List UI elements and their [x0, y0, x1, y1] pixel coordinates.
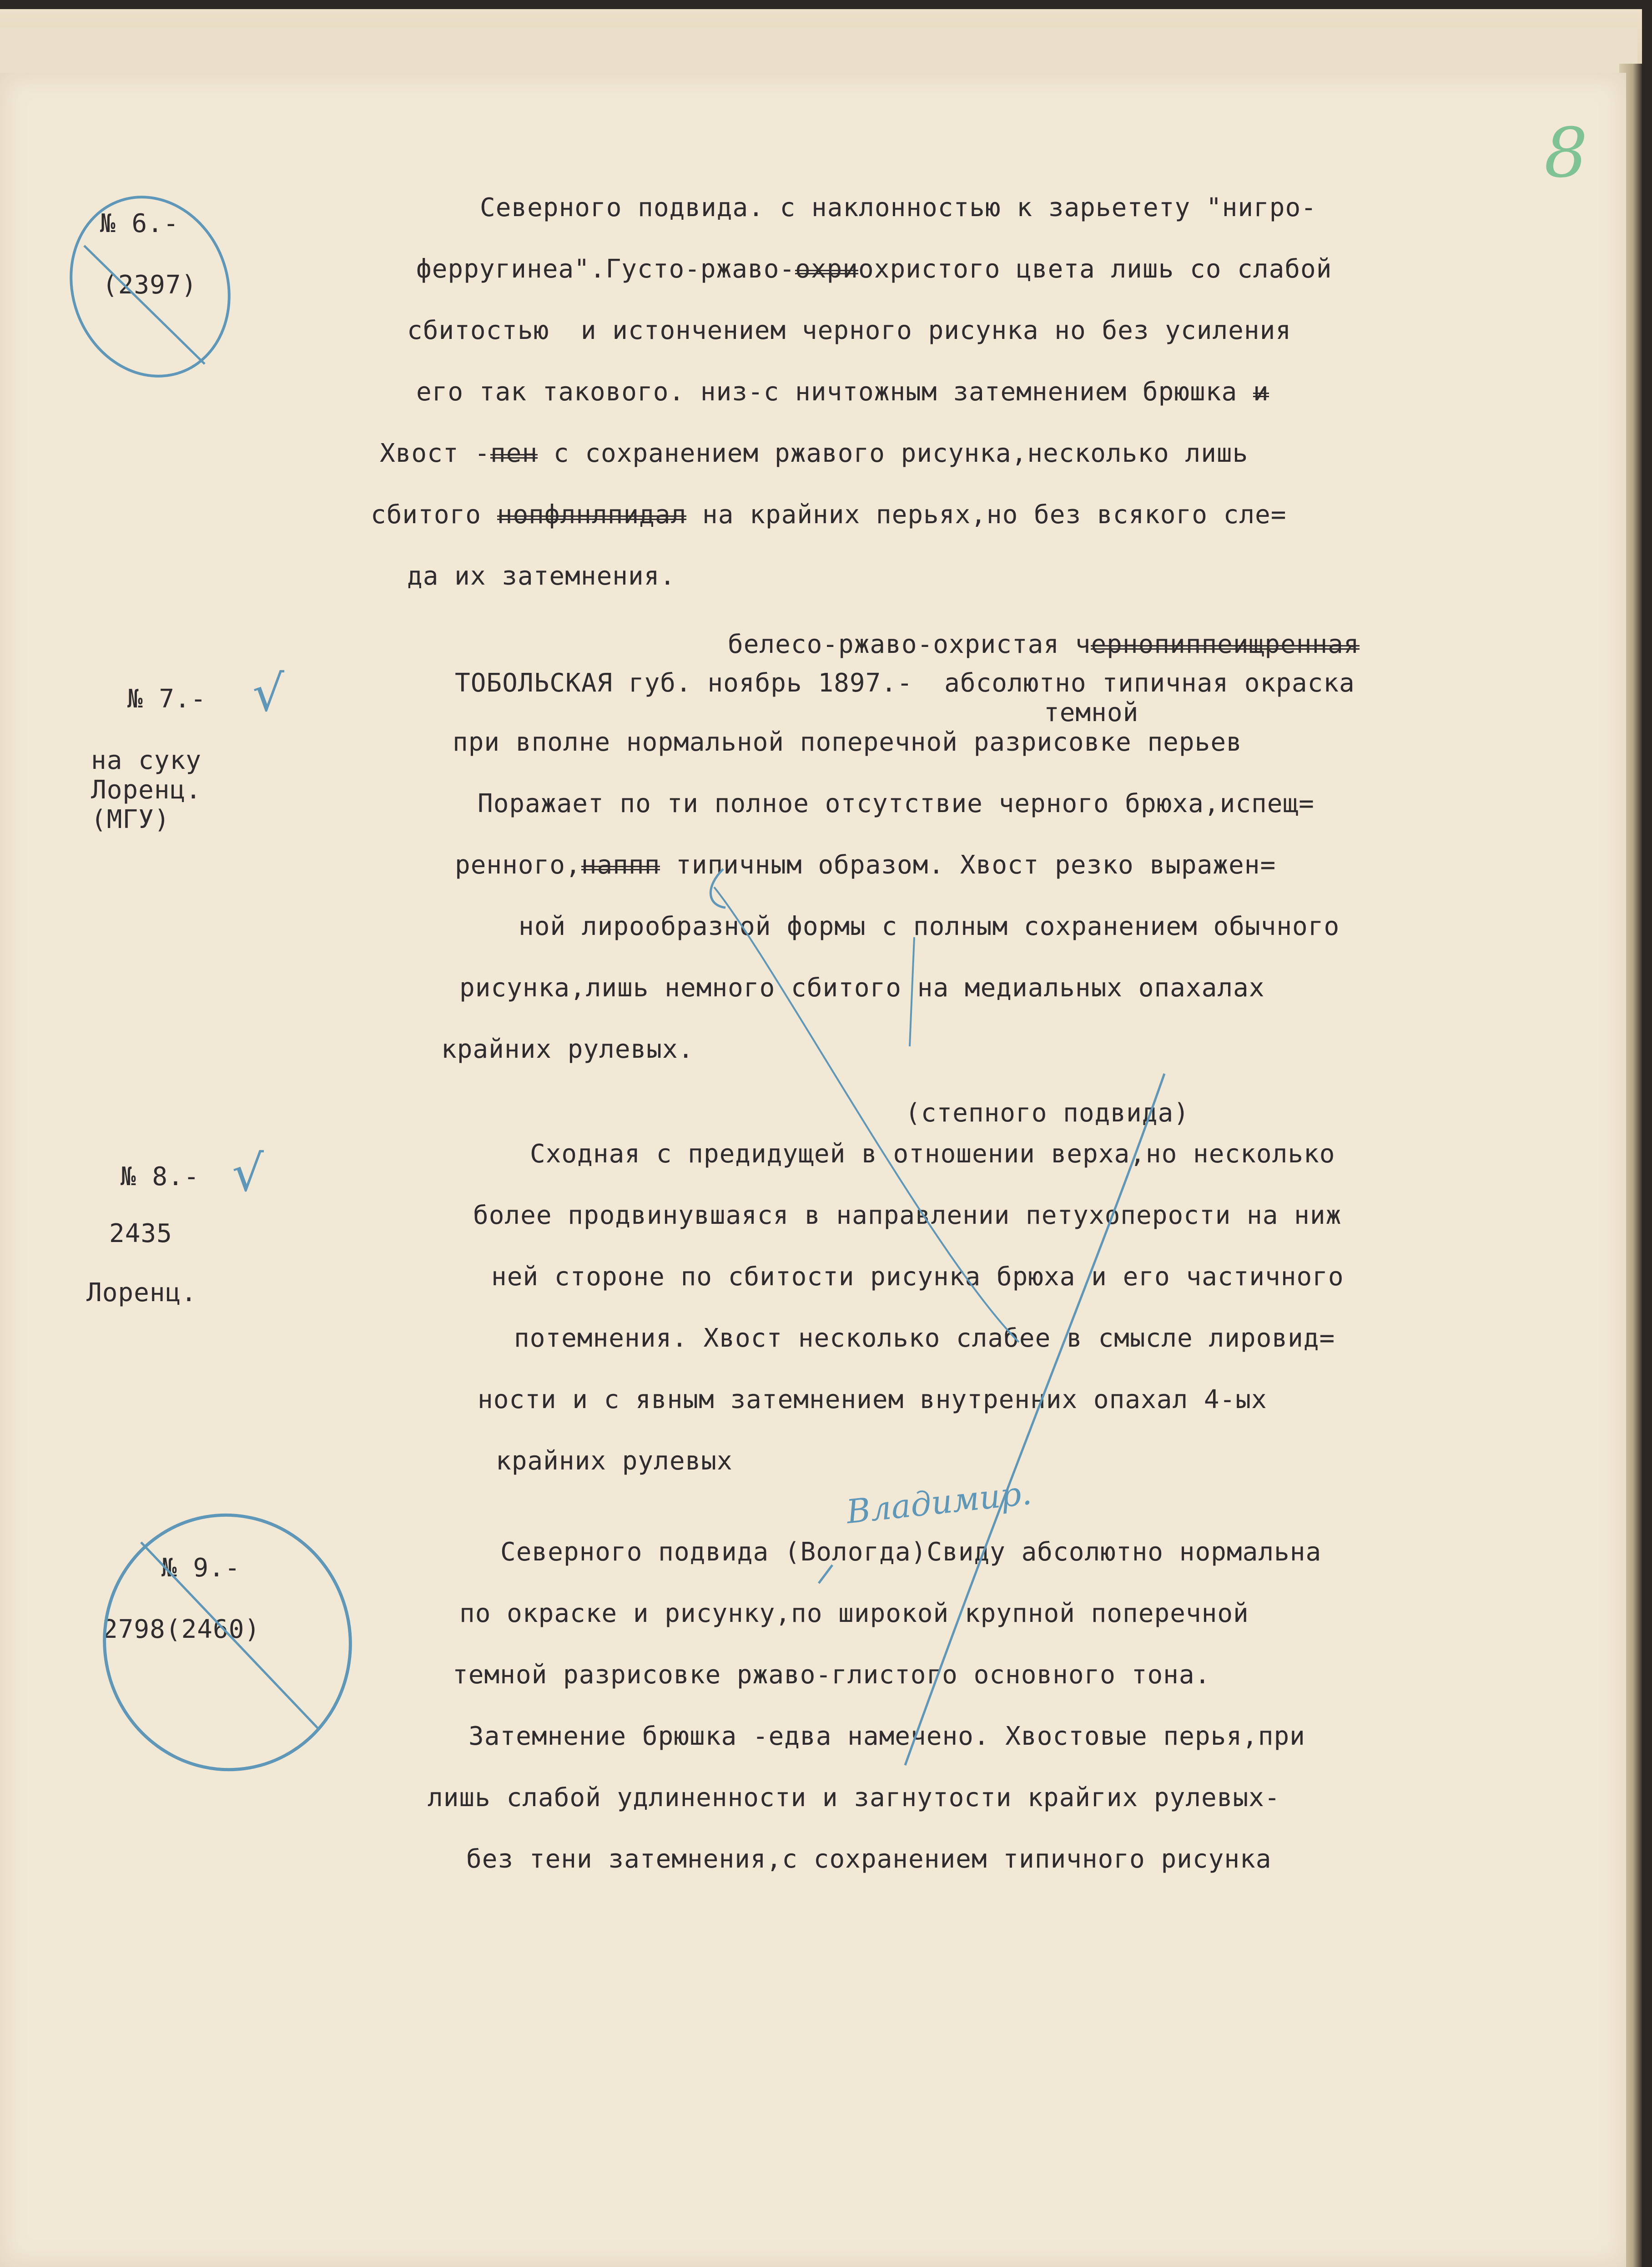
entry-6-number: № 6.-	[100, 209, 179, 238]
entry-8-checkmark: √	[232, 1144, 264, 1202]
entry-8-line-1: Сходная с предидущей в отношении верха,но несколько	[530, 1139, 1335, 1169]
long-pencil-stroke-2	[714, 887, 1019, 1342]
entry-6-line-3: сбитостью и истончением черного рисунка но без усиления	[407, 316, 1292, 345]
short-pencil-stroke	[910, 937, 914, 1046]
entry-8-line-6: крайних рулевых	[496, 1446, 733, 1476]
entry-7-insert-struck: ернопиппеищренная	[1091, 630, 1360, 659]
entry-6-line-6b: на крайних перьях,но без всякого сле=	[702, 500, 1287, 530]
entry-7-collector: Лоренц.	[91, 775, 202, 805]
entry-7-insert-text: белесо-ржаво-охристая ч	[728, 630, 1091, 659]
entry-7-number: № 7.-	[127, 684, 206, 714]
entry-6-line-5b: с сохранением ржавого рисунка,несколько лишь	[553, 439, 1249, 468]
pencil-tick	[819, 1565, 832, 1583]
entry-7-insert-below: темной	[1044, 698, 1139, 727]
entry-6-line-4a: его так такового. низ-с ничтожным затемнением брюшка	[416, 377, 1238, 407]
long-pencil-stroke-1	[905, 1074, 1164, 1765]
entry-9-line-6: без тени затемнения,с сохранением типичного рисунка	[466, 1844, 1272, 1874]
entry-6-line-7: да их затемнения.	[407, 561, 676, 591]
entry-6-struck-3: пен	[490, 439, 538, 468]
entry-8-number: № 8.-	[121, 1162, 200, 1192]
entry-8-line-3: ней стороне по сбитости рисунка брюха и его частичного	[491, 1262, 1344, 1292]
entry-6-line-2a: ферругинеа".Густо-ржаво-	[416, 254, 796, 284]
entry-8-line-4: потемнения. Хвост несколько слабее в смысле лировид=	[514, 1323, 1335, 1353]
entry-6-line-2b: охристого цвета лишь со слабой	[858, 254, 1332, 284]
entry-8-line-2: более продвинувшаяся в направлении петухоперости на ниж	[473, 1201, 1342, 1230]
entry-6-struck-2: и	[1253, 377, 1269, 407]
entry-6-line-1: Северного подвида. с наклонностью к зарьетету "нигро-	[480, 193, 1317, 222]
entry-9-line-2: по окраске и рисунку,по широкой крупной поперечной	[459, 1599, 1249, 1628]
entry-9-number: № 9.-	[161, 1553, 241, 1583]
entry-7-checkmark: √	[252, 664, 285, 722]
entry-9-circle	[84, 1495, 370, 1789]
page-number: 8	[1544, 114, 1588, 193]
entry-6-slash	[84, 246, 205, 364]
entry-7-line-3: Поражает по ти полное отсутствие черного брюха,испещ=	[478, 789, 1315, 818]
entry-8-catalog: 2435	[109, 1219, 172, 1248]
entry-7-line-4a: ренного,	[455, 850, 581, 880]
entry-7-line-6: рисунка,лишь немного сбитого на медиальных опахалах	[459, 973, 1265, 1003]
entry-9-slash	[141, 1542, 318, 1729]
entry-9-line-5: лишь слабой удлиненности и загнутости крайгих рулевых-	[428, 1783, 1280, 1813]
entry-9-line-4: Затемнение брюшка -едва намечено. Хвостовые перья,при	[468, 1722, 1305, 1751]
entry-9-line-1: Северного подвида (Вологда)Свиду абсолютно нормальна	[500, 1537, 1322, 1567]
entry-8-line-5: ности и с явным затемнением внутренних опахал 4-ых	[478, 1385, 1267, 1414]
pencil-hook	[710, 869, 725, 908]
entry-8-collector: Лоренц.	[86, 1278, 197, 1308]
entry-6-catalog: (2397)	[102, 270, 197, 300]
entry-7-line-5: ной лирообразной формы с полным сохранением обычного	[519, 912, 1340, 941]
entry-7-struck-1: наппп	[581, 850, 660, 880]
entry-7-collection: (МГУ)	[91, 805, 170, 834]
entry-9-handwritten-note: Владимир.	[844, 1473, 1034, 1531]
entry-6-circle	[46, 175, 254, 399]
entry-9-line-3: темной разрисовке ржаво-глистого основного тона.	[453, 1660, 1211, 1690]
entry-6-line-5a: Хвост -	[380, 439, 491, 468]
entry-6-struck-1: охри	[795, 254, 859, 284]
entry-9-catalog: 2798(2460)	[102, 1615, 261, 1644]
pencil-marks	[0, 73, 1626, 2267]
entry-8-insert-above: (степного подвида)	[905, 1098, 1189, 1128]
entry-7-line-1: ТОБОЛЬСКАЯ губ. ноябрь 1897.- абсолютно типичная окраска	[455, 668, 1355, 698]
entry-6-line-6a: сбитого	[371, 500, 482, 530]
entry-7-line-2: при вполне нормальной поперечной разрисовке перьев	[453, 727, 1242, 757]
entry-7-line-4b: типичным образом. Хвост резко выражен=	[676, 850, 1276, 880]
entry-7-line-7: крайних рулевых.	[441, 1035, 694, 1064]
entry-7-location: на суку	[91, 746, 202, 775]
document-page	[0, 73, 1626, 2267]
entry-6-struck-4: нопфлнлпидал	[497, 500, 687, 530]
